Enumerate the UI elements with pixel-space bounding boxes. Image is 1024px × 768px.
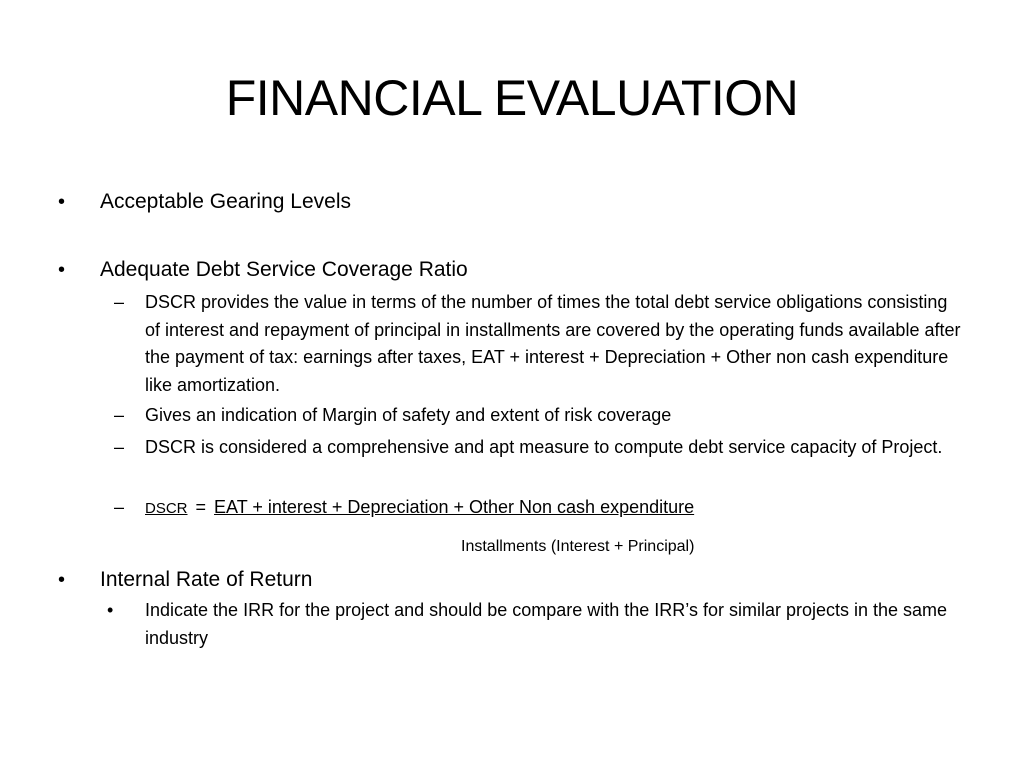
bullet-marker: • <box>58 569 66 591</box>
sub-item-text: DSCR provides the value in terms of the number of times the total debt service obligations consisting of interest and repayment of principal in installments are covered by the operating funds available after the payment of tax: earnings after taxes, EAT + interest + Depreciation + Other non cash expenditure like amortization. <box>145 292 961 395</box>
sub-item <box>107 597 965 652</box>
bullet-marker: • <box>107 600 114 620</box>
dash-marker: – <box>114 292 125 312</box>
sub-item-text: Gives an indication of Margin of safety and extent of risk coverage <box>145 405 672 425</box>
bullet-marker: • <box>58 259 66 281</box>
bullet-text: Adequate Debt Service Coverage Ratio <box>100 258 468 281</box>
formula-denominator: Installments (Interest + Principal) <box>461 538 695 555</box>
bullet-item <box>58 256 960 284</box>
sub-item <box>114 402 965 430</box>
formula-numerator: EAT + interest + Depreciation + Other Non cash expenditure <box>214 497 695 517</box>
bullet-text: Internal Rate of Return <box>100 568 313 591</box>
formula-equals: = <box>195 497 207 517</box>
sub-item <box>114 434 965 462</box>
dash-marker: – <box>114 497 125 517</box>
sub-item-text: DSCR is considered a comprehensive and apt measure to compute debt service capacity of Project. <box>145 437 943 457</box>
dash-marker: – <box>114 437 125 457</box>
formula-label: DSCR <box>145 500 188 517</box>
formula-item <box>114 494 965 523</box>
bullet-marker: • <box>58 191 66 213</box>
bullet-item <box>58 188 960 216</box>
bullet-item <box>58 566 960 594</box>
slide-title: FINANCIAL EVALUATION <box>225 70 799 126</box>
dash-marker: – <box>114 405 125 425</box>
sub-item-text: Indicate the IRR for the project and should be compare with the IRR’s for similar projects in the same industry <box>145 600 948 648</box>
bullet-text: Acceptable Gearing Levels <box>100 190 351 213</box>
sub-item <box>114 289 965 399</box>
